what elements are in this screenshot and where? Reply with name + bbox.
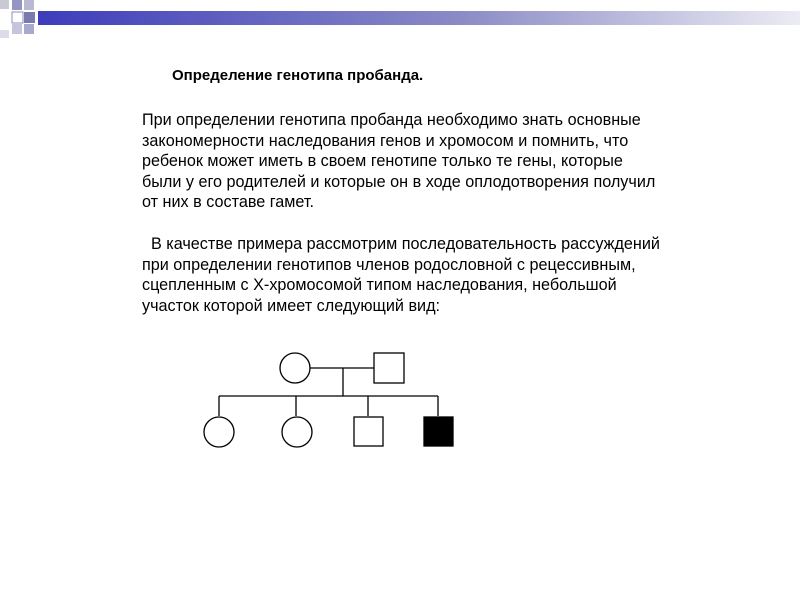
son-affected-male xyxy=(424,417,453,446)
paragraph-line: при определении генотипов членов родословной с рецессивным, xyxy=(142,255,636,274)
paragraph-line: закономерности наследования генов и хромосом и помнить, что xyxy=(142,131,629,150)
paragraph-line: от них в составе гамет. xyxy=(142,193,315,211)
paragraph-line: были у его родителей и которые он в ходе оплодотворения получил xyxy=(142,172,656,191)
mother-unaffected-female xyxy=(280,353,310,383)
father-unaffected-male xyxy=(374,353,404,383)
paragraph-line: сцепленным с Х-хромосомой типом наследования, небольшой xyxy=(142,276,617,294)
slide-title: Определение генотипа пробанда. xyxy=(172,67,424,84)
son-unaffected-male xyxy=(354,417,383,446)
paragraph-line: В качестве примера рассмотрим последовательность рассуждений xyxy=(142,235,660,253)
paragraph-line: ребенок может иметь в своем генотипе только те гены, которые xyxy=(142,152,623,170)
paragraph-line: участок которой имеет следующий вид: xyxy=(142,296,441,315)
daughter-2-unaffected-female xyxy=(282,417,312,447)
daughter-1-unaffected-female xyxy=(204,417,234,447)
paragraph-line: При определении генотипа пробанда необходимо знать основные xyxy=(142,111,641,129)
